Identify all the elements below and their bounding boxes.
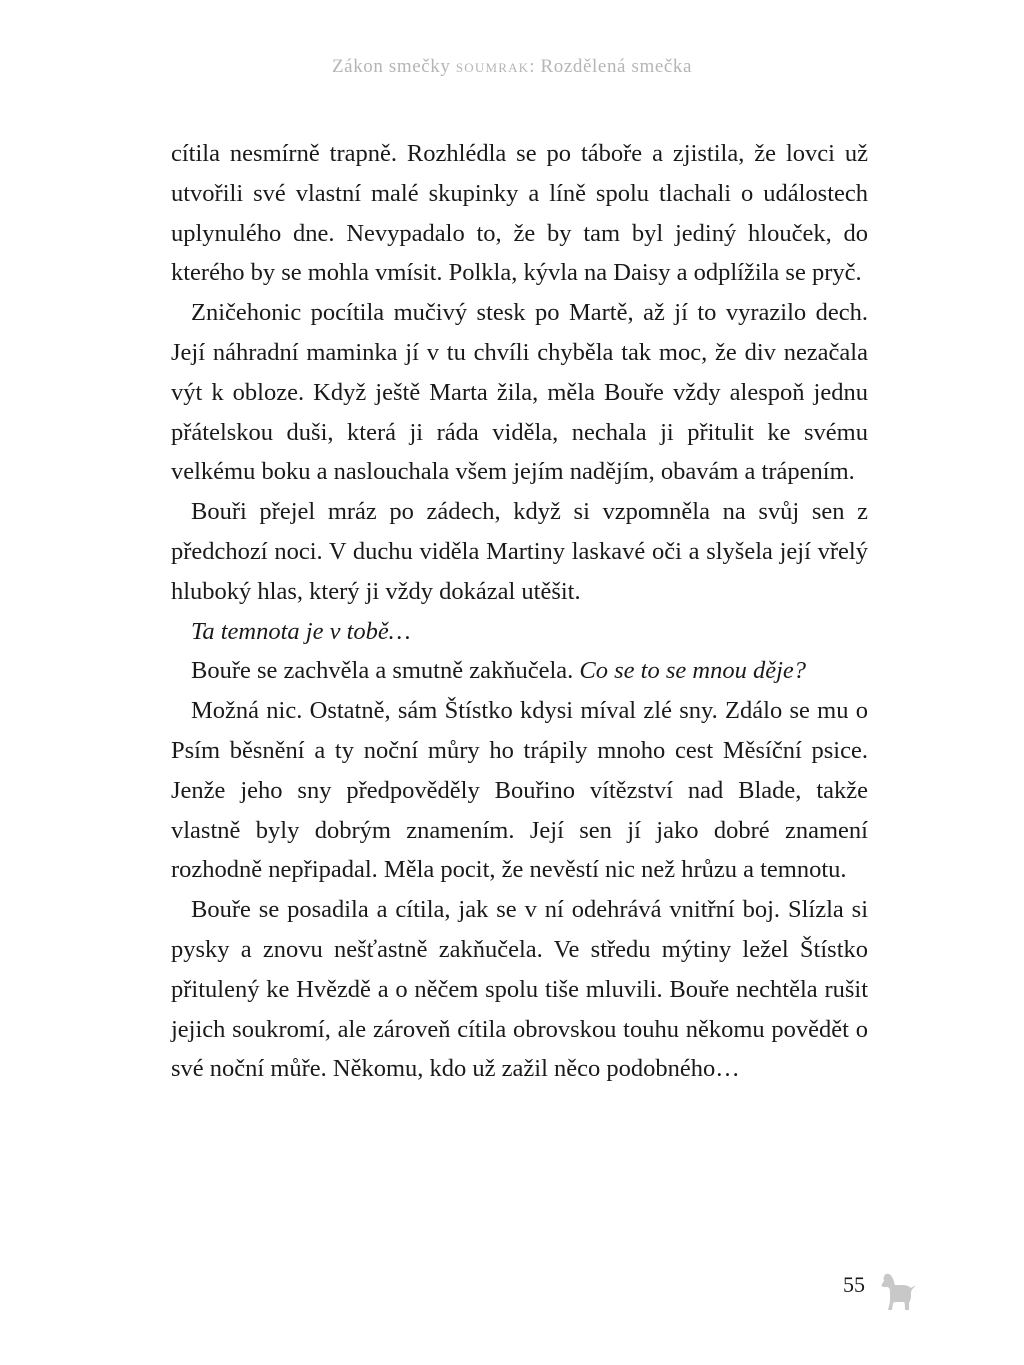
paragraph-text: Bouře se zachvěla a smutně zakňučela. xyxy=(191,657,580,685)
header-series-name: soumrak xyxy=(455,56,530,77)
paragraph: Bouře se posadila a cítila, jak se v ní odehrává vnitřní boj. Slízla si pysky a znovu nešťastně zakňučela. Ve středu mýtiny ležel Štístko přitulený ke Hvězdě a o něčem spolu tiše mluvili. Bouře nechtěla rušit jejich soukromí, ale zároveň cítila obrovskou touhu někomu povědět o své noční můře. Někomu, kdo už zažil něco podobného… xyxy=(171,896,868,1083)
page-number: 55 xyxy=(843,1272,865,1297)
paragraph: Bouři přejel mráz po zádech, když si vzpomněla na svůj sen z předchozí noci. V duchu viděla Martiny laskavé oči a slyšela její vřelý hluboký hlas, který ji vždy dokázal utěšit. xyxy=(171,498,868,605)
header-series-title: Zákon smečky xyxy=(331,56,456,77)
paragraph: Zničehonic pocítila mučivý stesk po Martě, až jí to vyrazilo dech. Její náhradní maminka jí v tu chvíli chyběla tak moc, že div nezačala výt k obloze. Když ještě Marta žila, měla Bouře vždy alespoň jednu přátelskou duši, která ji ráda viděla, nechala ji přitulit ke svému velkému boku a naslouchala všem jejím nadějím, obavám a trápením. xyxy=(171,299,868,486)
paragraph: Možná nic. Ostatně, sám Štístko kdysi míval zlé sny. Zdálo se mu o Psím běsnění a ty noční můry ho trápily mnoho cest Měsíční psice. Jenže jeho sny předpověděly Bouřino vítězství nad Blade, takže vlastně byly dobrým znamením. Její sen jí jako dobré znamení rozhodně nepřipadal. Měla pocit, že nevěstí nic než hrůzu a temnotu. xyxy=(171,697,868,884)
header-book-title: : Rozdělená smečka xyxy=(529,56,693,77)
dog-silhouette-icon xyxy=(878,1270,920,1314)
paragraph-continued: cítila nesmírně trapně. Rozhlédla se po táboře a zjistila, že lovci už utvořili své vlastní malé skupinky a líně spolu tlachali o událostech uplynulého dne. Nevypadalo to, že by tam byl jediný hlouček, do kterého by se mohla vmísit. Polkla, kývla na Daisy a odplížila se pryč. xyxy=(171,140,868,287)
running-header xyxy=(0,56,1024,78)
italic-thought: Ta temnota je v tobě… xyxy=(191,617,411,645)
body-text xyxy=(171,134,868,1089)
italic-thought: Co se to se mnou děje? xyxy=(579,657,807,685)
paragraph-italic-thought xyxy=(171,612,868,652)
paragraph xyxy=(171,651,868,691)
